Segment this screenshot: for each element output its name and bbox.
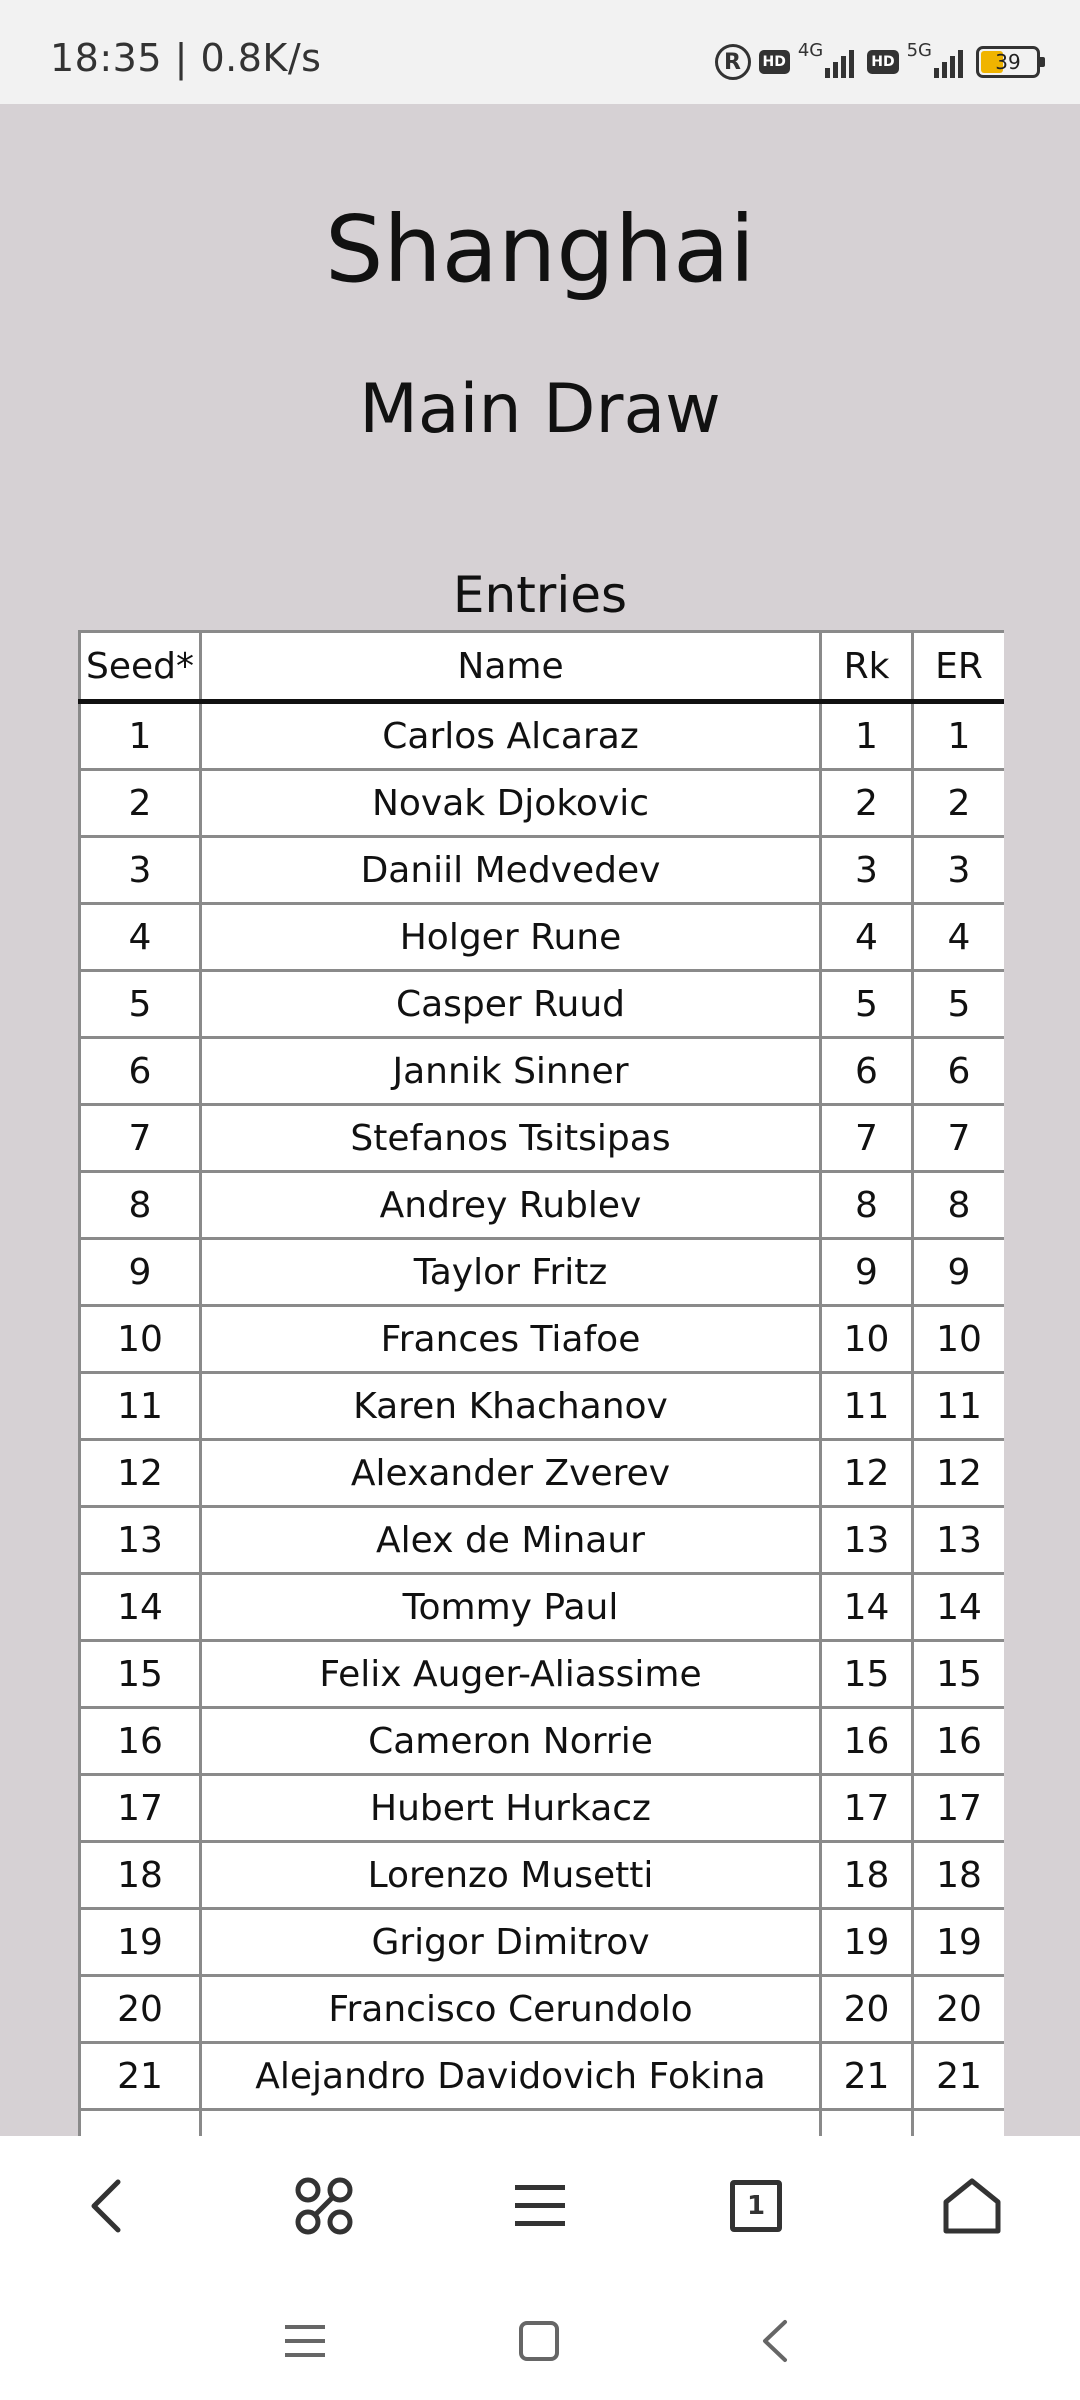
cell-seed: 4 (80, 904, 201, 971)
table-row (80, 1641, 1005, 1708)
table-row (80, 1373, 1005, 1440)
cell-entry-rank: 8 (913, 1172, 1005, 1239)
cell-entry-rank: 14 (913, 1574, 1005, 1641)
cell-rank: 17 (821, 1775, 913, 1842)
cell-name: Jannik Sinner (201, 1038, 821, 1105)
cell-entry-rank: 13 (913, 1507, 1005, 1574)
cell-name (201, 2110, 821, 2137)
cell-rank: 6 (821, 1038, 913, 1105)
system-nav-bar (0, 2276, 1080, 2400)
cell-rank: 15 (821, 1641, 913, 1708)
cell-rank: 11 (821, 1373, 913, 1440)
cell-name: Carlos Alcaraz (201, 702, 821, 770)
cell-entry-rank: 6 (913, 1038, 1005, 1105)
cell-seed: 19 (80, 1909, 201, 1976)
cell-rank: 10 (821, 1306, 913, 1373)
cell-seed: 6 (80, 1038, 201, 1105)
cell-name: Hubert Hurkacz (201, 1775, 821, 1842)
cell-entry-rank: 11 (913, 1373, 1005, 1440)
cell-seed: 17 (80, 1775, 201, 1842)
table-row (80, 1239, 1005, 1306)
cell-name: Alejandro Davidovich Fokina (201, 2043, 821, 2110)
cell-rank: 1 (821, 702, 913, 770)
cell-entry-rank: 15 (913, 1641, 1005, 1708)
header-seed: Seed* (80, 632, 201, 702)
cell-entry-rank: 2 (913, 770, 1005, 837)
home-square-icon[interactable] (504, 2306, 574, 2376)
table-row (80, 1306, 1005, 1373)
cell-seed: 15 (80, 1641, 201, 1708)
hd-badge-2: HD (867, 50, 898, 74)
page-subtitle: Main Draw (359, 370, 721, 449)
status-icons (715, 40, 1041, 84)
cell-entry-rank: 21 (913, 2043, 1005, 2110)
battery-level: 39 (995, 50, 1021, 74)
header-name: Name (201, 632, 821, 702)
header-rank: Rk (821, 632, 913, 702)
back-icon[interactable] (66, 2166, 146, 2246)
cell-entry-rank: 1 (913, 702, 1005, 770)
cell-entry-rank: 17 (913, 1775, 1005, 1842)
cell-rank: 3 (821, 837, 913, 904)
cell-seed: 10 (80, 1306, 201, 1373)
cell-rank: 9 (821, 1239, 913, 1306)
cell-seed: 11 (80, 1373, 201, 1440)
cell-seed: 13 (80, 1507, 201, 1574)
cell-entry-rank (913, 2110, 1005, 2137)
net-label-5g: 5G (906, 39, 932, 61)
back-triangle-icon[interactable] (740, 2306, 810, 2376)
cell-entry-rank: 19 (913, 1909, 1005, 1976)
cell-rank: 20 (821, 1976, 913, 2043)
cell-seed: 2 (80, 770, 201, 837)
cell-rank: 8 (821, 1172, 913, 1239)
cell-seed: 8 (80, 1172, 201, 1239)
cell-entry-rank: 18 (913, 1842, 1005, 1909)
table-caption: Entries (452, 566, 628, 624)
cell-seed: 16 (80, 1708, 201, 1775)
cell-name: Francisco Cerundolo (201, 1976, 821, 2043)
tabs-icon[interactable] (716, 2166, 796, 2246)
cell-seed: 5 (80, 971, 201, 1038)
header-entry-rank: ER (913, 632, 1005, 702)
cell-seed: 3 (80, 837, 201, 904)
table-row (80, 1842, 1005, 1909)
home-icon[interactable] (932, 2166, 1012, 2246)
cell-seed: 20 (80, 1976, 201, 2043)
table-row (80, 904, 1005, 971)
table-row (80, 1172, 1005, 1239)
signal-5g-icon (906, 39, 968, 78)
tab-count: 1 (730, 2180, 782, 2232)
cell-rank: 5 (821, 971, 913, 1038)
menu-icon[interactable] (500, 2166, 580, 2246)
command-icon[interactable] (284, 2166, 364, 2246)
table-row (80, 2110, 1005, 2137)
cell-entry-rank: 3 (913, 837, 1005, 904)
table-row (80, 702, 1005, 770)
cell-entry-rank: 7 (913, 1105, 1005, 1172)
cell-entry-rank: 9 (913, 1239, 1005, 1306)
table-row (80, 1775, 1005, 1842)
cell-seed: 7 (80, 1105, 201, 1172)
cell-name: Taylor Fritz (201, 1239, 821, 1306)
cell-rank: 16 (821, 1708, 913, 1775)
cell-entry-rank: 5 (913, 971, 1005, 1038)
cell-rank: 21 (821, 2043, 913, 2110)
signal-4g-icon (797, 39, 859, 78)
cell-name: Alexander Zverev (201, 1440, 821, 1507)
cell-entry-rank: 20 (913, 1976, 1005, 2043)
table-row (80, 2043, 1005, 2110)
table-row (80, 837, 1005, 904)
cell-seed: 1 (80, 702, 201, 770)
battery-icon (976, 46, 1040, 78)
cell-name: Stefanos Tsitsipas (201, 1105, 821, 1172)
table-row (80, 1507, 1005, 1574)
table-row (80, 1105, 1005, 1172)
cell-name: Daniil Medvedev (201, 837, 821, 904)
cell-rank: 13 (821, 1507, 913, 1574)
table-row (80, 1976, 1005, 2043)
entries-table-container[interactable] (78, 630, 1004, 2136)
table-row (80, 770, 1005, 837)
cell-name: Grigor Dimitrov (201, 1909, 821, 1976)
cell-rank: 7 (821, 1105, 913, 1172)
browser-toolbar (0, 2136, 1080, 2278)
hd-badge: HD (759, 50, 790, 74)
entries-table-body (80, 702, 1005, 2137)
page-title: Shanghai (324, 196, 756, 303)
cell-rank: 12 (821, 1440, 913, 1507)
cell-name: Cameron Norrie (201, 1708, 821, 1775)
table-row (80, 1909, 1005, 1976)
status-bar (0, 0, 1080, 104)
cell-seed: 12 (80, 1440, 201, 1507)
table-header-row (80, 632, 1005, 702)
cell-seed: 14 (80, 1574, 201, 1641)
cell-name: Frances Tiafoe (201, 1306, 821, 1373)
table-row (80, 971, 1005, 1038)
cell-entry-rank: 12 (913, 1440, 1005, 1507)
table-row (80, 1440, 1005, 1507)
cell-rank: 2 (821, 770, 913, 837)
table-row (80, 1574, 1005, 1641)
cell-name: Lorenzo Musetti (201, 1842, 821, 1909)
cell-name: Holger Rune (201, 904, 821, 971)
cell-rank: 18 (821, 1842, 913, 1909)
cell-name: Casper Ruud (201, 971, 821, 1038)
cell-name: Karen Khachanov (201, 1373, 821, 1440)
cell-name: Andrey Rublev (201, 1172, 821, 1239)
cell-name: Alex de Minaur (201, 1507, 821, 1574)
cell-seed (80, 2110, 201, 2137)
cell-rank: 19 (821, 1909, 913, 1976)
cell-rank: 4 (821, 904, 913, 971)
cell-entry-rank: 10 (913, 1306, 1005, 1373)
entries-table (78, 630, 1004, 2136)
cell-entry-rank: 16 (913, 1708, 1005, 1775)
table-row (80, 1038, 1005, 1105)
cell-seed: 18 (80, 1842, 201, 1909)
cell-rank (821, 2110, 913, 2137)
cell-name: Novak Djokovic (201, 770, 821, 837)
status-time: 18:35 | 0.8K/s (50, 36, 322, 80)
cell-entry-rank: 4 (913, 904, 1005, 971)
registered-icon: R (715, 44, 751, 80)
net-label-4g: 4G (797, 39, 824, 61)
cell-name: Felix Auger-Aliassime (201, 1641, 821, 1708)
cell-seed: 9 (80, 1239, 201, 1306)
table-row (80, 1708, 1005, 1775)
cell-name: Tommy Paul (201, 1574, 821, 1641)
cell-seed: 21 (80, 2043, 201, 2110)
cell-rank: 14 (821, 1574, 913, 1641)
recents-icon[interactable] (270, 2306, 340, 2376)
